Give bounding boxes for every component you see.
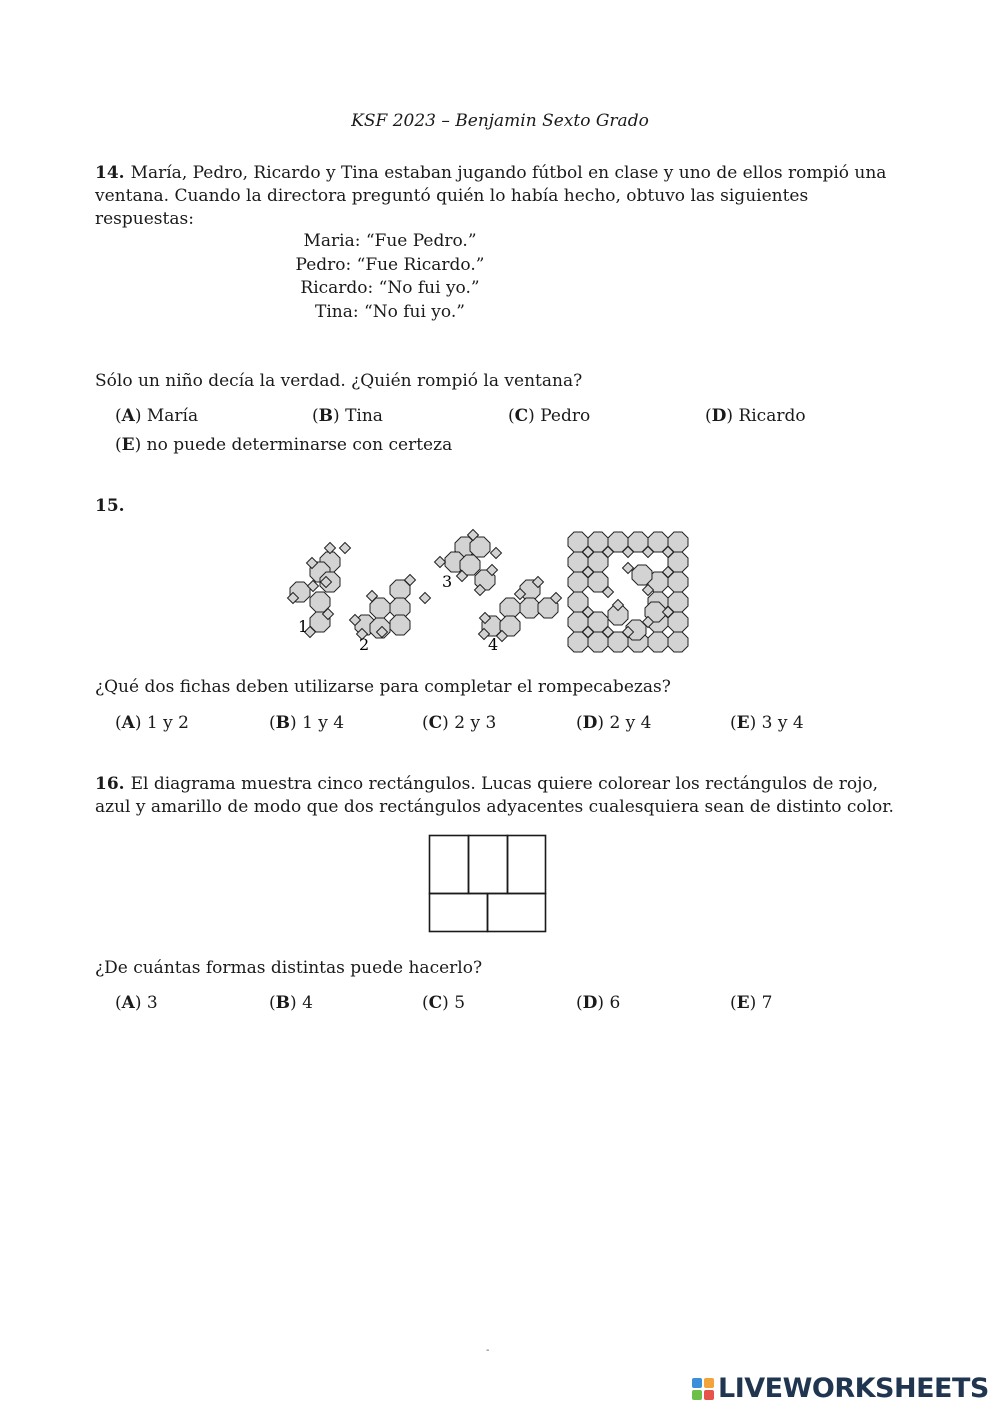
- q16-number: 16.: [95, 774, 125, 794]
- liveworksheets-logo-icon: [692, 1378, 714, 1400]
- statement-tina: Tina: “No fui yo.”: [315, 301, 465, 322]
- rect-top-left: [430, 836, 469, 894]
- board-octagon: [668, 632, 688, 652]
- statement-maria: Maria: “Fue Pedro.”: [303, 231, 477, 251]
- q14-option-d[interactable]: (D) Ricardo: [705, 406, 806, 426]
- q16-text: [95, 773, 895, 819]
- piece-2-diamond: [420, 593, 431, 604]
- rect-top-middle: [469, 836, 508, 894]
- q15-option-e[interactable]: (E) 3 y 4: [730, 713, 804, 733]
- q15-option-d[interactable]: (D) 2 y 4: [576, 713, 652, 733]
- q16-options: [115, 993, 935, 1017]
- q15-question: ¿Qué dos fichas deben utilizarse para completar el rompecabezas?: [95, 677, 671, 697]
- page-header: KSF 2023 – Benjamin Sexto Grado: [351, 111, 649, 131]
- statement-pedro: Pedro: “Fue Ricardo.”: [295, 254, 485, 275]
- q15-option-c[interactable]: (C) 2 y 3: [422, 713, 497, 733]
- statement-ricardo: Ricardo: “No fui yo.”: [300, 278, 480, 298]
- q15-options: [115, 713, 935, 737]
- q14-number: 14.: [95, 163, 125, 183]
- q16-option-e[interactable]: (E) 7: [730, 993, 773, 1013]
- q16-option-a[interactable]: (A) 3: [115, 993, 158, 1013]
- q14-option-a[interactable]: (A) María: [115, 406, 199, 426]
- q14-option-b[interactable]: (B) Tina: [312, 406, 383, 426]
- board-octagon: [632, 565, 652, 585]
- piece-4-octagon: [500, 598, 520, 618]
- brand-name: LIVEWORKSHEETS: [718, 1373, 989, 1404]
- q16-option-c[interactable]: (C) 5: [422, 993, 466, 1013]
- q14-option-e[interactable]: (E) no puede determinarse con certeza: [115, 435, 453, 455]
- piece-4-octagon: [520, 598, 540, 618]
- q16-question: ¿De cuántas formas distintas puede hacerlo?: [95, 958, 483, 978]
- puzzle-pieces: [288, 530, 689, 653]
- board-octagon: [648, 632, 668, 652]
- piece-1-diamond: [340, 543, 351, 554]
- q15-number: 15.: [95, 496, 125, 516]
- rect-bottom-left: [430, 894, 488, 932]
- piece-label-3: 3: [442, 572, 453, 591]
- q14-question: Sólo un niño decía la verdad. ¿Quién rompió la ventana?: [95, 371, 583, 391]
- q16-option-d[interactable]: (D) 6: [576, 993, 621, 1013]
- rect-top-right: [508, 836, 546, 894]
- q16-body: El diagrama muestra cinco rectángulos. Lucas quiere colorear los rectángulos de rojo, azul y amarillo de modo que dos rectángulos adyacentes cualesquiera sean de distinto color.: [95, 774, 894, 817]
- q14-body: María, Pedro, Ricardo y Tina estaban jugando fútbol en clase y uno de ellos rompió una ventana. Cuando la directora preguntó quién lo había hecho, obtuvo las siguientes respuestas:: [95, 163, 887, 229]
- q15-option-a[interactable]: (A) 1 y 2: [115, 713, 189, 733]
- piece-label-2: 2: [359, 635, 370, 654]
- piece-label-1: 1: [298, 617, 309, 636]
- q15-option-b[interactable]: (B) 1 y 4: [269, 713, 345, 733]
- piece-2-octagon: [390, 615, 410, 635]
- q16-option-b[interactable]: (B) 4: [269, 993, 313, 1013]
- footer-dash: -: [486, 1345, 490, 1356]
- piece-3-diamond: [491, 548, 502, 559]
- piece-label-4: 4: [488, 635, 499, 654]
- liveworksheets-brand[interactable]: [692, 1372, 992, 1406]
- piece-3-diamond: [435, 557, 446, 568]
- rect-bottom-right: [488, 894, 546, 932]
- rectangles-diagram: [428, 834, 550, 936]
- q14-option-c[interactable]: (C) Pedro: [508, 406, 591, 426]
